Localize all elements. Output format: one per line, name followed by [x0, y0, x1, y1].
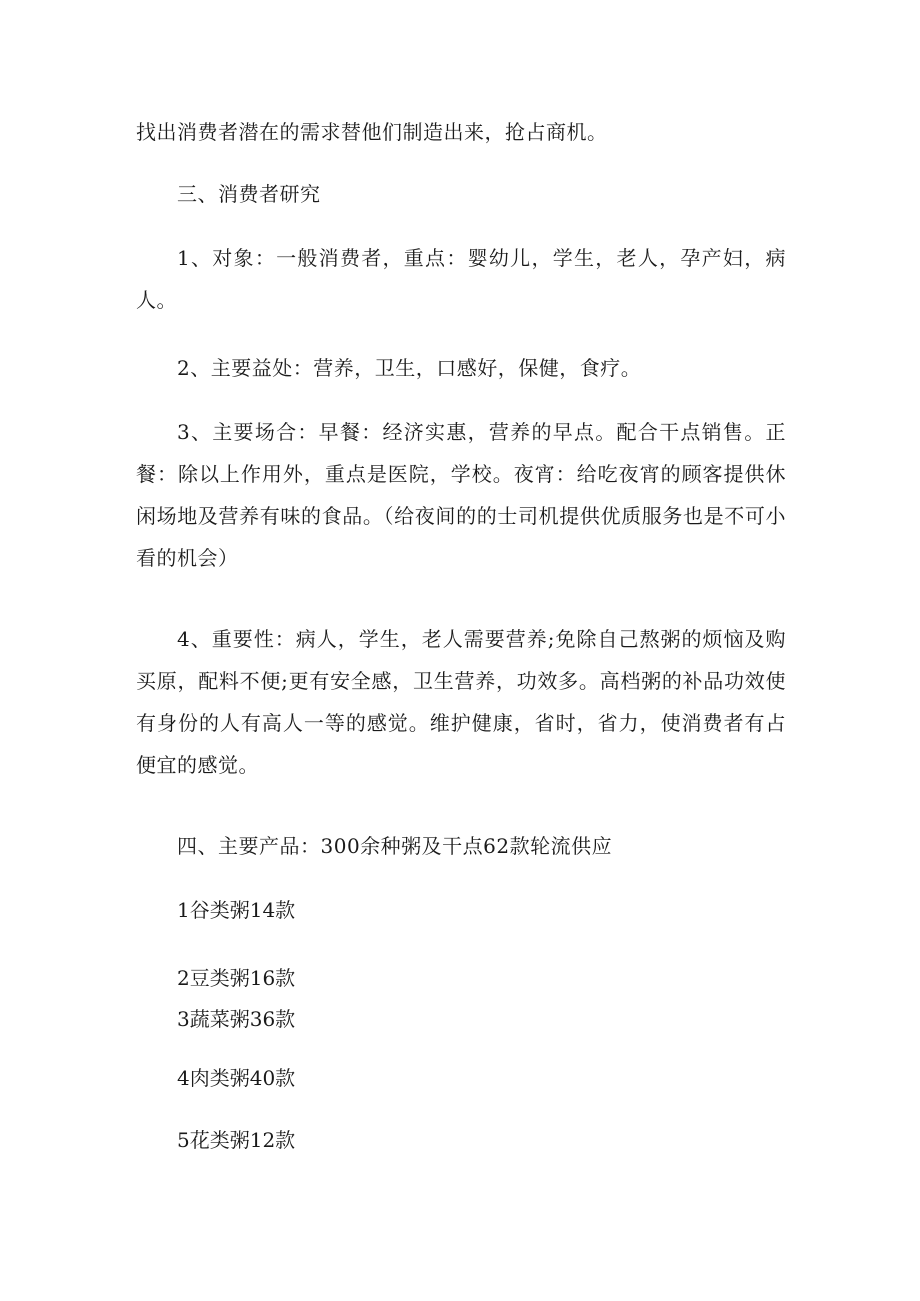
paragraph-main-benefits: 2、主要益处：营养，卫生，口感好，保健，食疗。 — [177, 356, 642, 380]
product-list-item: 3蔬菜粥36款 — [177, 1007, 296, 1031]
product-list-item: 4肉类粥40款 — [177, 1066, 296, 1090]
paragraph-intro-continuation: 找出消费者潜在的需求替他们制造出来，抢占商机。 — [136, 120, 608, 144]
product-list-item: 5花类粥12款 — [177, 1128, 296, 1152]
paragraph-importance: 4、重要性：病人，学生，老人需要营养;免除自己熬粥的烦恼及购买原，配料不便;更有安全感，卫生营养，功效多。高档粥的补品功效使有身份的人有高人一等的感觉。维护健康，省时，省力，使消费者有占便宜的感觉。 — [136, 627, 786, 777]
section-heading-main-products: 四、主要产品：300余种粥及干点62款轮流供应 — [177, 834, 613, 858]
paragraph-target-audience: 1、对象：一般消费者，重点：婴幼儿，学生，老人，孕产妇，病人。 — [136, 246, 786, 312]
section-heading-consumer-research: 三、消费者研究 — [177, 182, 321, 206]
paragraph-main-occasions: 3、主要场合：早餐：经济实惠，营养的早点。配合干点销售。正餐：除以上作用外，重点是医院，学校。夜宵：给吃夜宵的顾客提供休闲场地及营养有味的食品。（给夜间的的士司机提供优质服务也是不可小看的机会） — [136, 420, 786, 570]
product-list-item: 1谷类粥14款 — [177, 898, 296, 922]
product-list-item: 2豆类粥16款 — [177, 966, 296, 990]
